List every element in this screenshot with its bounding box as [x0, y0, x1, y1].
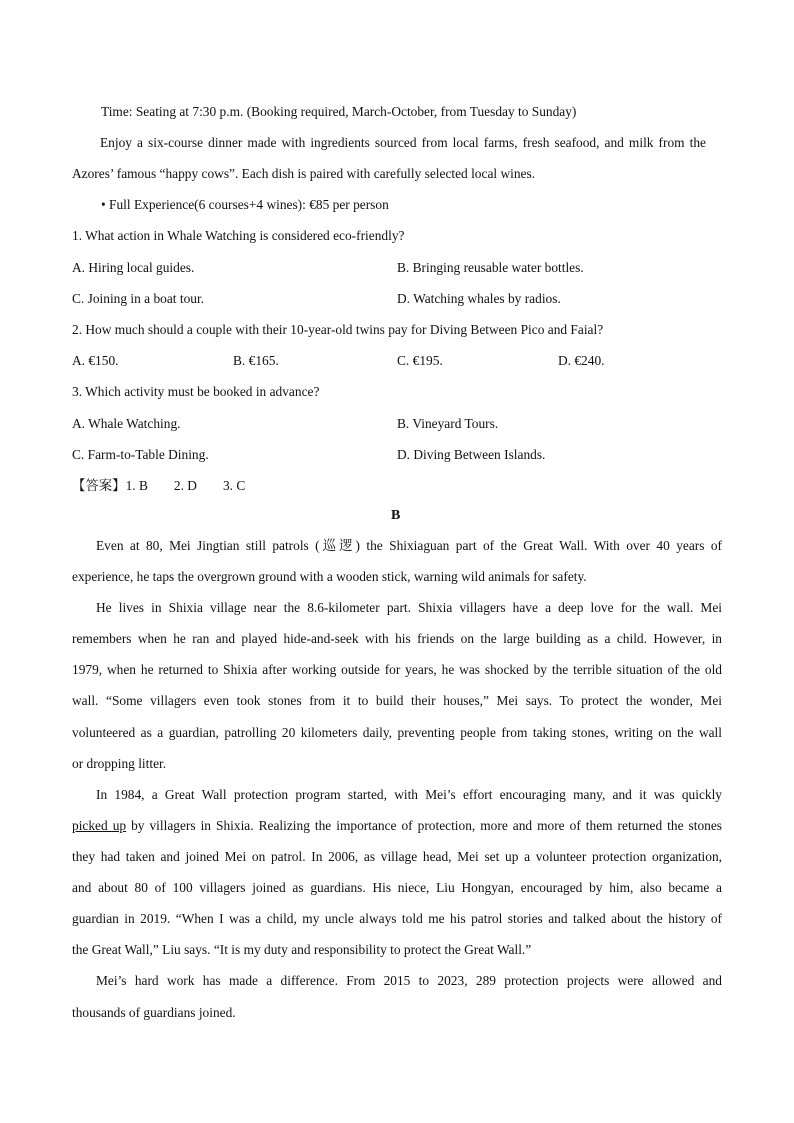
p2-line-5: volunteered as a guardian, patrolling 20 kilometers daily, preventing people from taking stones, writing on the wall: [72, 725, 722, 740]
answer-item-2: 2. D: [173, 478, 197, 493]
p3-line-5: guardian in 2019. “When I was a child, my uncle always told me his patrol stories and talked about the history of: [72, 911, 722, 926]
p3-line-4: and about 80 of 100 villagers joined as guardians. His niece, Liu Hongyan, encouraged by him, also became a: [72, 880, 722, 895]
p2-line-4: wall. “Some villagers even took stones from it to build their houses,” Mei says. To protect the wonder, Mei: [72, 693, 722, 708]
p3-line-2: [72, 817, 722, 835]
question-2-option-c: C. €195.: [397, 353, 443, 368]
passage-b-heading: B: [391, 508, 401, 523]
p2-line-1: He lives in Shixia village near the 8.6-kilometer part. Shixia villagers have a deep love for the wall. Mei: [96, 600, 722, 615]
question-1-option-a: A. Hiring local guides.: [72, 260, 195, 275]
answer-item-3: 3. C: [222, 478, 246, 493]
underlined-phrase: picked up: [72, 818, 127, 833]
question-2-option-d: D. €240.: [558, 353, 605, 368]
question-3-option-c: C. Farm-to-Table Dining.: [72, 447, 209, 462]
p2-line-3: 1979, when he returned to Shixia after working outside for years, he was shocked by the terrible situation of the old: [72, 662, 722, 677]
time-line: Time: Seating at 7:30 p.m. (Booking required, March-October, from Tuesday to Sunday): [101, 104, 577, 119]
p4-line-1: Mei’s hard work has made a difference. From 2015 to 2023, 289 protection projects were allowed and: [96, 973, 722, 988]
question-1-stem: 1. What action in Whale Watching is considered eco-friendly?: [72, 228, 405, 243]
question-2-stem: 2. How much should a couple with their 10-year-old twins pay for Diving Between Pico and Faial?: [72, 322, 604, 337]
question-2-option-a: A. €150.: [72, 353, 119, 368]
p3-line-2-rest: by villagers in Shixia. Realizing the importance of protection, more and more of them returned the stones: [126, 818, 723, 833]
p2-line-6: or dropping litter.: [72, 756, 167, 771]
answer-label: 【答案】: [72, 478, 126, 493]
dining-paragraph-line-1: Enjoy a six-course dinner made with ingredients sourced from local farms, fresh seafood, and milk from the: [100, 135, 706, 150]
price-line: • Full Experience(6 courses+4 wines): €85 per person: [101, 197, 389, 212]
question-1-option-b: B. Bringing reusable water bottles.: [397, 260, 584, 275]
p1-line-2: experience, he taps the overgrown ground with a wooden stick, warning wild animals for safety.: [72, 569, 587, 584]
p4-line-2: thousands of guardians joined.: [72, 1005, 236, 1020]
question-3-option-d: D. Diving Between Islands.: [397, 447, 546, 462]
question-3-stem: 3. Which activity must be booked in advance?: [72, 384, 320, 399]
answer-item-1: 1. B: [125, 478, 148, 493]
question-1-option-d: D. Watching whales by radios.: [397, 291, 561, 306]
question-1-option-c: C. Joining in a boat tour.: [72, 291, 205, 306]
p3-line-6: the Great Wall,” Liu says. “It is my duty and responsibility to protect the Great Wall.”: [72, 942, 532, 957]
question-2-option-b: B. €165.: [233, 353, 279, 368]
p2-line-2: remembers when he ran and played hide-and-seek with his friends on the large building as a child. However, in: [72, 631, 722, 646]
question-3-option-a: A. Whale Watching.: [72, 416, 181, 431]
p3-line-1: In 1984, a Great Wall protection program started, with Mei’s effort encouraging many, and it was quickly: [96, 787, 722, 802]
answer-key: [72, 477, 245, 495]
question-3-option-b: B. Vineyard Tours.: [397, 416, 499, 431]
p3-line-3: they had taken and joined Mei on patrol. In 2006, as village head, Mei set up a volunteer protection organization,: [72, 849, 722, 864]
p1-line-1: Even at 80, Mei Jingtian still patrols (巡逻) the Shixiaguan part of the Great Wall. With over 40 years of: [96, 538, 722, 553]
dining-paragraph-line-2: Azores’ famous “happy cows”. Each dish is paired with carefully selected local wines.: [72, 166, 536, 181]
